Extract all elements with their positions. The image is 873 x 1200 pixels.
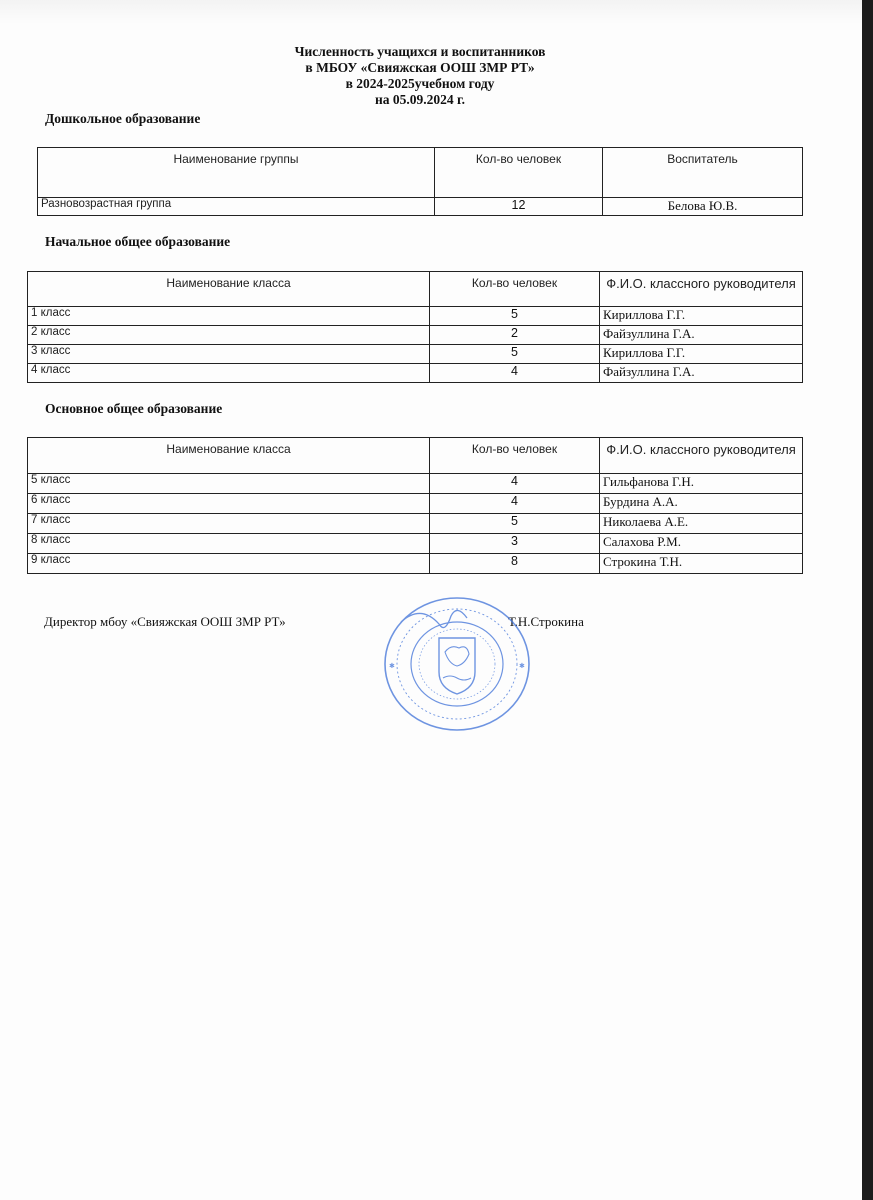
count-cell: 4 <box>430 494 600 514</box>
header-cell: Кол-во человек <box>435 148 603 198</box>
class-name-cell: 7 класс <box>28 514 430 534</box>
basic-table <box>27 437 803 574</box>
table-row <box>28 474 803 494</box>
stamp-emblem-figure <box>445 647 469 666</box>
table-row <box>28 364 803 383</box>
teacher-cell: Гильфанова Г.Н. <box>600 474 803 494</box>
table-row <box>28 514 803 534</box>
teacher-cell: Файзуллина Г.А. <box>600 364 803 383</box>
director-position: Директор мбоу «Свияжская ООШ ЗМР РТ» <box>44 614 286 629</box>
teacher-cell: Бурдина А.А. <box>600 494 803 514</box>
count-cell: 2 <box>430 326 600 345</box>
header-cell: Наименование группы <box>38 148 435 198</box>
class-name-cell: 4 класс <box>28 364 430 383</box>
header-cell: Ф.И.О. классного руководителя <box>600 272 803 307</box>
teacher-cell: Николаева А.Е. <box>600 514 803 534</box>
title-line-1: Численность учащихся и воспитанников <box>294 44 546 59</box>
count-cell: 4 <box>430 474 600 494</box>
table-row <box>28 554 803 574</box>
count-cell: 3 <box>430 534 600 554</box>
table-row <box>28 534 803 554</box>
count-cell: 5 <box>430 345 600 364</box>
stamp-dot-left: ✱ <box>389 662 395 670</box>
teacher-cell: Строкина Т.Н. <box>600 554 803 574</box>
title-line-3: в 2024-2025учебном году <box>345 76 495 91</box>
table-header-row <box>28 438 803 474</box>
stamp-middle-ring <box>397 609 517 719</box>
preschool-table <box>37 147 803 216</box>
count-cell: 12 <box>435 198 603 216</box>
section-heading-preschool: Дошкольное образование <box>45 111 201 126</box>
page-edge <box>0 0 862 24</box>
class-name-cell: 3 класс <box>28 345 430 364</box>
stamp-emblem-waves <box>443 676 471 680</box>
class-name-cell: 9 класс <box>28 554 430 574</box>
count-cell: 4 <box>430 364 600 383</box>
section-heading-primary: Начальное общее образование <box>45 234 231 249</box>
table-header-row <box>28 272 803 307</box>
class-name-cell: 1 класс <box>28 307 430 326</box>
director-name: Т.Н.Строкина <box>508 614 584 629</box>
table-row <box>38 198 803 216</box>
header-cell: Воспитатель <box>603 148 803 198</box>
title-line-2: в МБОУ «Свияжская ООШ ЗМР РТ» <box>305 60 535 75</box>
class-name-cell: 8 класс <box>28 534 430 554</box>
teacher-cell: Салахова Р.М. <box>600 534 803 554</box>
header-cell: Кол-во человек <box>430 438 600 474</box>
class-name-cell: 5 класс <box>28 474 430 494</box>
primary-table <box>27 271 803 383</box>
header-cell: Кол-во человек <box>430 272 600 307</box>
section-heading-basic: Основное общее образование <box>45 401 223 416</box>
table-header-row <box>38 148 803 198</box>
document-title <box>200 44 640 108</box>
table-row <box>28 326 803 345</box>
group-name-cell: Разновозрастная группа <box>38 198 435 216</box>
header-cell: Наименование класса <box>28 438 430 474</box>
stamp-core-ring <box>419 629 495 699</box>
teacher-cell: Файзуллина Г.А. <box>600 326 803 345</box>
title-line-4: на 05.09.2024 г. <box>374 92 465 107</box>
table-row <box>28 494 803 514</box>
table-row <box>28 307 803 326</box>
teacher-cell: Кириллова Г.Г. <box>600 307 803 326</box>
header-cell: Ф.И.О. классного руководителя <box>600 438 803 474</box>
teacher-cell: Кириллова Г.Г. <box>600 345 803 364</box>
count-cell: 8 <box>430 554 600 574</box>
class-name-cell: 2 класс <box>28 326 430 345</box>
teacher-cell: Белова Ю.В. <box>603 198 803 216</box>
table-row <box>28 345 803 364</box>
count-cell: 5 <box>430 514 600 534</box>
school-seal-stamp <box>381 594 533 734</box>
count-cell: 5 <box>430 307 600 326</box>
stamp-dot-right: ✱ <box>519 662 525 670</box>
header-cell: Наименование класса <box>28 272 430 307</box>
class-name-cell: 6 класс <box>28 494 430 514</box>
